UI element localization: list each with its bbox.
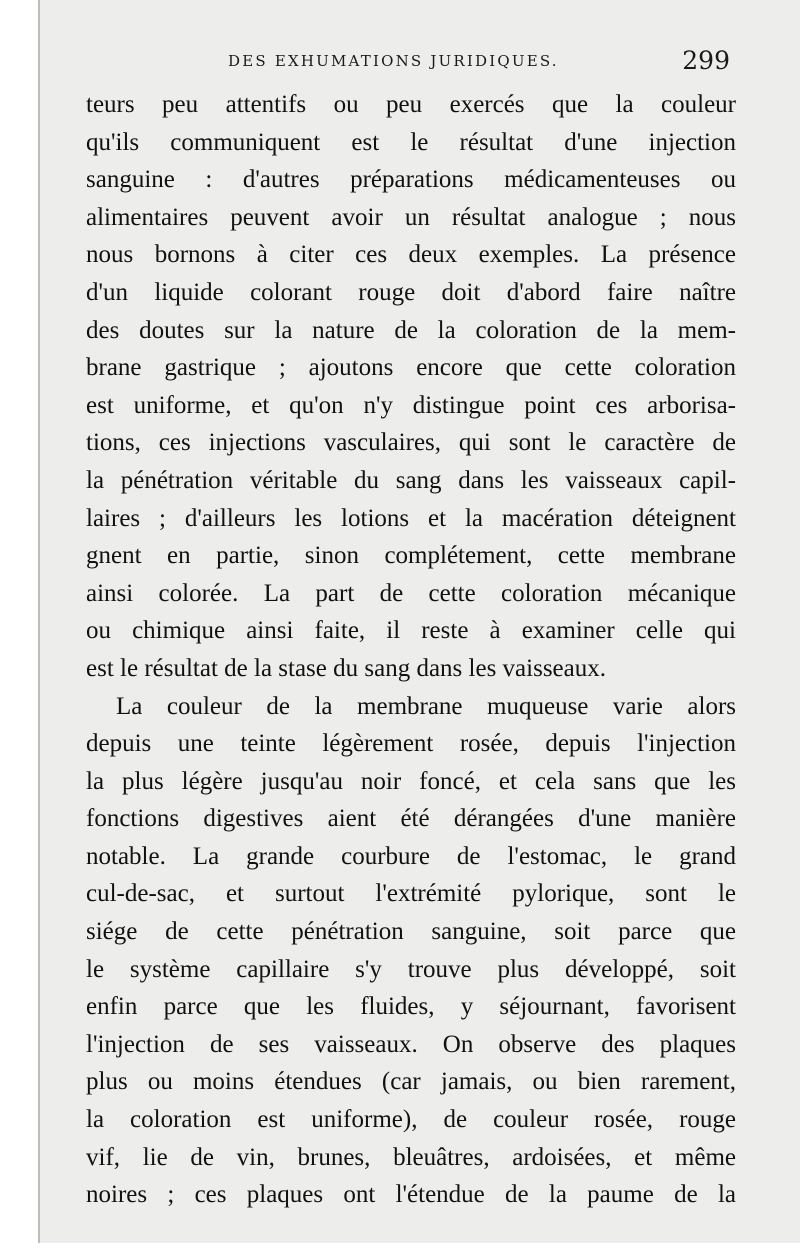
page-number: 299	[682, 46, 730, 75]
text-line: est le résultat de la stase du sang dans les vaisseaux.	[86, 654, 606, 682]
text-line: fonctions digestives aient été dérangées d'une manière	[86, 805, 736, 833]
text-line: le système capillaire s'y trouve plus développé, soit	[86, 955, 736, 983]
text-line: nous bornons à citer ces deux exemples. La présence	[86, 241, 736, 269]
text-line: sanguine : d'autres préparations médicamenteuses ou	[86, 166, 736, 194]
text-line: depuis une teinte légèrement rosée, depuis l'injection	[86, 730, 736, 758]
text-line: plus ou moins étendues (car jamais, ou bien rarement,	[86, 1068, 736, 1096]
text-line: d'un liquide colorant rouge doit d'abord faire naître	[86, 278, 736, 306]
page-header	[88, 46, 738, 76]
text-line: brane gastrique ; ajoutons encore que cette coloration	[86, 354, 736, 382]
text-line: enfin parce que les fluides, y séjournant, favorisent	[86, 993, 736, 1021]
text-line: laires ; d'ailleurs les lotions et la macération déteignent	[86, 504, 736, 532]
text-line: l'injection de ses vaisseaux. On observe des plaques	[86, 1030, 736, 1058]
text-line: siége de cette pénétration sanguine, soit parce que	[86, 918, 736, 946]
text-line: teurs peu attentifs ou peu exercés que la couleur	[86, 91, 736, 118]
running-head: DES EXHUMATIONS JURIDIQUES.	[228, 52, 559, 70]
text-line: gnent en partie, sinon complétement, cette membrane	[86, 542, 736, 570]
text-line: noires ; ces plaques ont l'étendue de la paume de la	[86, 1181, 736, 1209]
body-text	[86, 86, 736, 1214]
text-line: est uniforme, et qu'on n'y distingue point ces arborisa-	[86, 391, 736, 419]
text-line: ou chimique ainsi faite, il reste à examiner celle qui	[86, 617, 736, 645]
text-line: la pénétration véritable du sang dans les vaisseaux capil-	[86, 466, 736, 494]
text-line: La couleur de la membrane muqueuse varie alors	[116, 692, 736, 720]
binding-edge	[0, 0, 40, 1251]
text-line: cul-de-sac, et surtout l'extrémité pylorique, sont le	[86, 880, 736, 908]
text-line: tions, ces injections vasculaires, qui sont le caractère de	[86, 429, 736, 457]
text-line: la plus légère jusqu'au noir foncé, et cela sans que les	[86, 767, 736, 795]
text-line: la coloration est uniforme), de couleur rosée, rouge	[86, 1106, 736, 1134]
text-line: vif, lie de vin, brunes, bleuâtres, ardoisées, et même	[86, 1143, 736, 1171]
text-line: qu'ils communiquent est le résultat d'une injection	[86, 128, 736, 156]
text-line: alimentaires peuvent avoir un résultat analogue ; nous	[86, 203, 736, 231]
page-bottom-edge	[0, 1243, 800, 1251]
text-line: notable. La grande courbure de l'estomac, le grand	[86, 842, 736, 870]
text-line: des doutes sur la nature de la coloration de la mem-	[86, 316, 736, 344]
text-line: ainsi colorée. La part de cette coloration mécanique	[86, 579, 736, 607]
